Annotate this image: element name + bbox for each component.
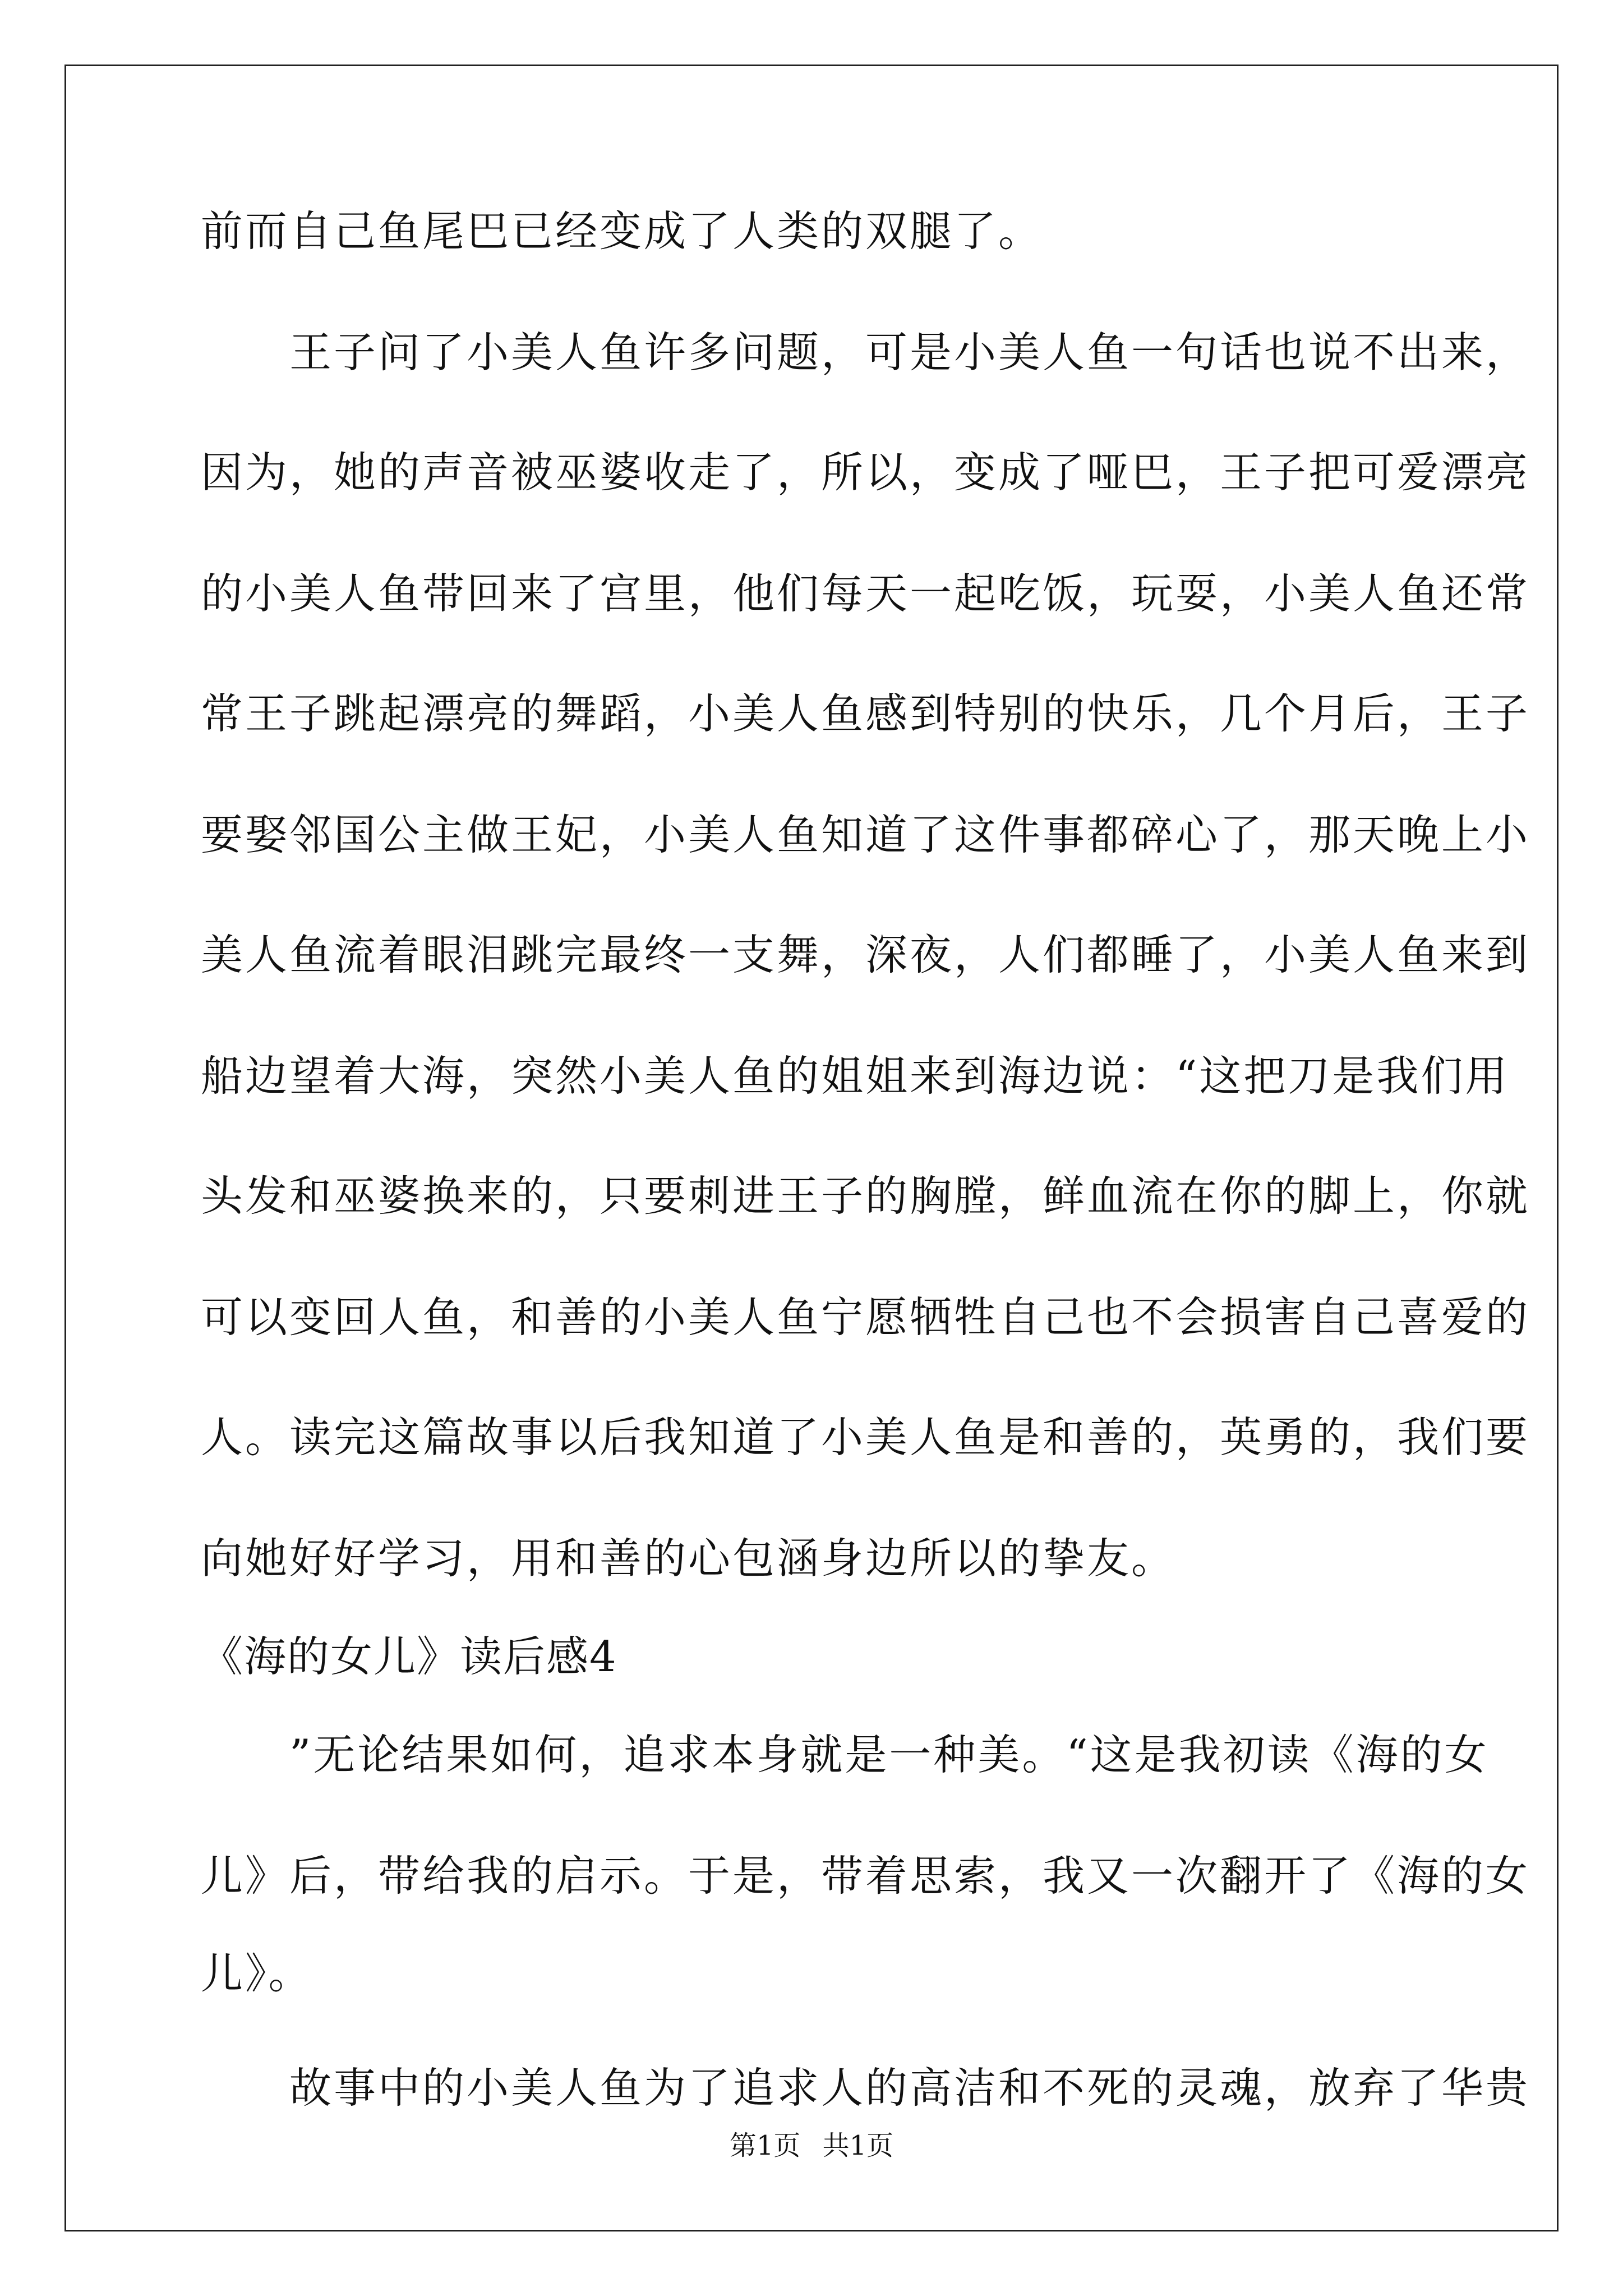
section-heading: 《海的女儿》读后感4 xyxy=(201,1632,617,1681)
body-line-6: 要娶邻国公主做王妃，小美人鱼知道了这件事都碎心了，那天晚上小 xyxy=(201,810,1530,859)
body-line-11: 人。读完这篇故事以后我知道了小美人鱼是和善的，英勇的，我们要 xyxy=(201,1412,1530,1462)
total-pages: 共1页 xyxy=(822,2130,894,2161)
body-line-12: 向她好好学习，用和善的心包涵身边所以的挚友。 xyxy=(201,1534,1176,1583)
page-frame xyxy=(64,65,1559,2231)
body-line-2: 王子问了小美人鱼许多问题，可是小美人鱼一句话也说不出来， xyxy=(201,328,1530,377)
body-line-8: 船边望着大海，突然小美人鱼的姐姐来到海边说：“这把刀是我们用 xyxy=(201,1051,1510,1101)
body-line-13: ”无论结果如何，追求本身就是一种美。“这是我初读《海的女 xyxy=(201,1730,1489,1779)
body-line-7: 美人鱼流着眼泪跳完最终一支舞，深夜，人们都睡了，小美人鱼来到 xyxy=(201,930,1530,979)
body-line-9: 头发和巫婆换来的，只要刺进王子的胸膛，鲜血流在你的脚上，你就 xyxy=(201,1171,1530,1221)
body-line-5: 常王子跳起漂亮的舞蹈，小美人鱼感到特别的快乐，几个月后，王子 xyxy=(201,689,1530,738)
body-line-4: 的小美人鱼带回来了宫里，他们每天一起吃饭，玩耍，小美人鱼还常 xyxy=(201,569,1530,618)
page-footer xyxy=(0,2129,1623,2162)
body-line-15: 儿》。 xyxy=(201,1949,313,1998)
body-line-1: 前而自己鱼尾巴已经变成了人类的双腿了。 xyxy=(201,206,1043,256)
body-line-16: 故事中的小美人鱼为了追求人的高洁和不死的灵魂，放弃了华贵 xyxy=(201,2063,1530,2113)
body-line-10: 可以变回人鱼，和善的小美人鱼宁愿牺牲自己也不会损害自己喜爱的 xyxy=(201,1292,1530,1342)
body-line-14: 儿》后，带给我的启示。于是，带着思索，我又一次翻开了《海的女 xyxy=(201,1851,1530,1901)
body-line-3: 因为，她的声音被巫婆收走了，所以，变成了哑巴，王子把可爱漂亮 xyxy=(201,448,1530,497)
page-number: 第1页 xyxy=(729,2130,801,2161)
